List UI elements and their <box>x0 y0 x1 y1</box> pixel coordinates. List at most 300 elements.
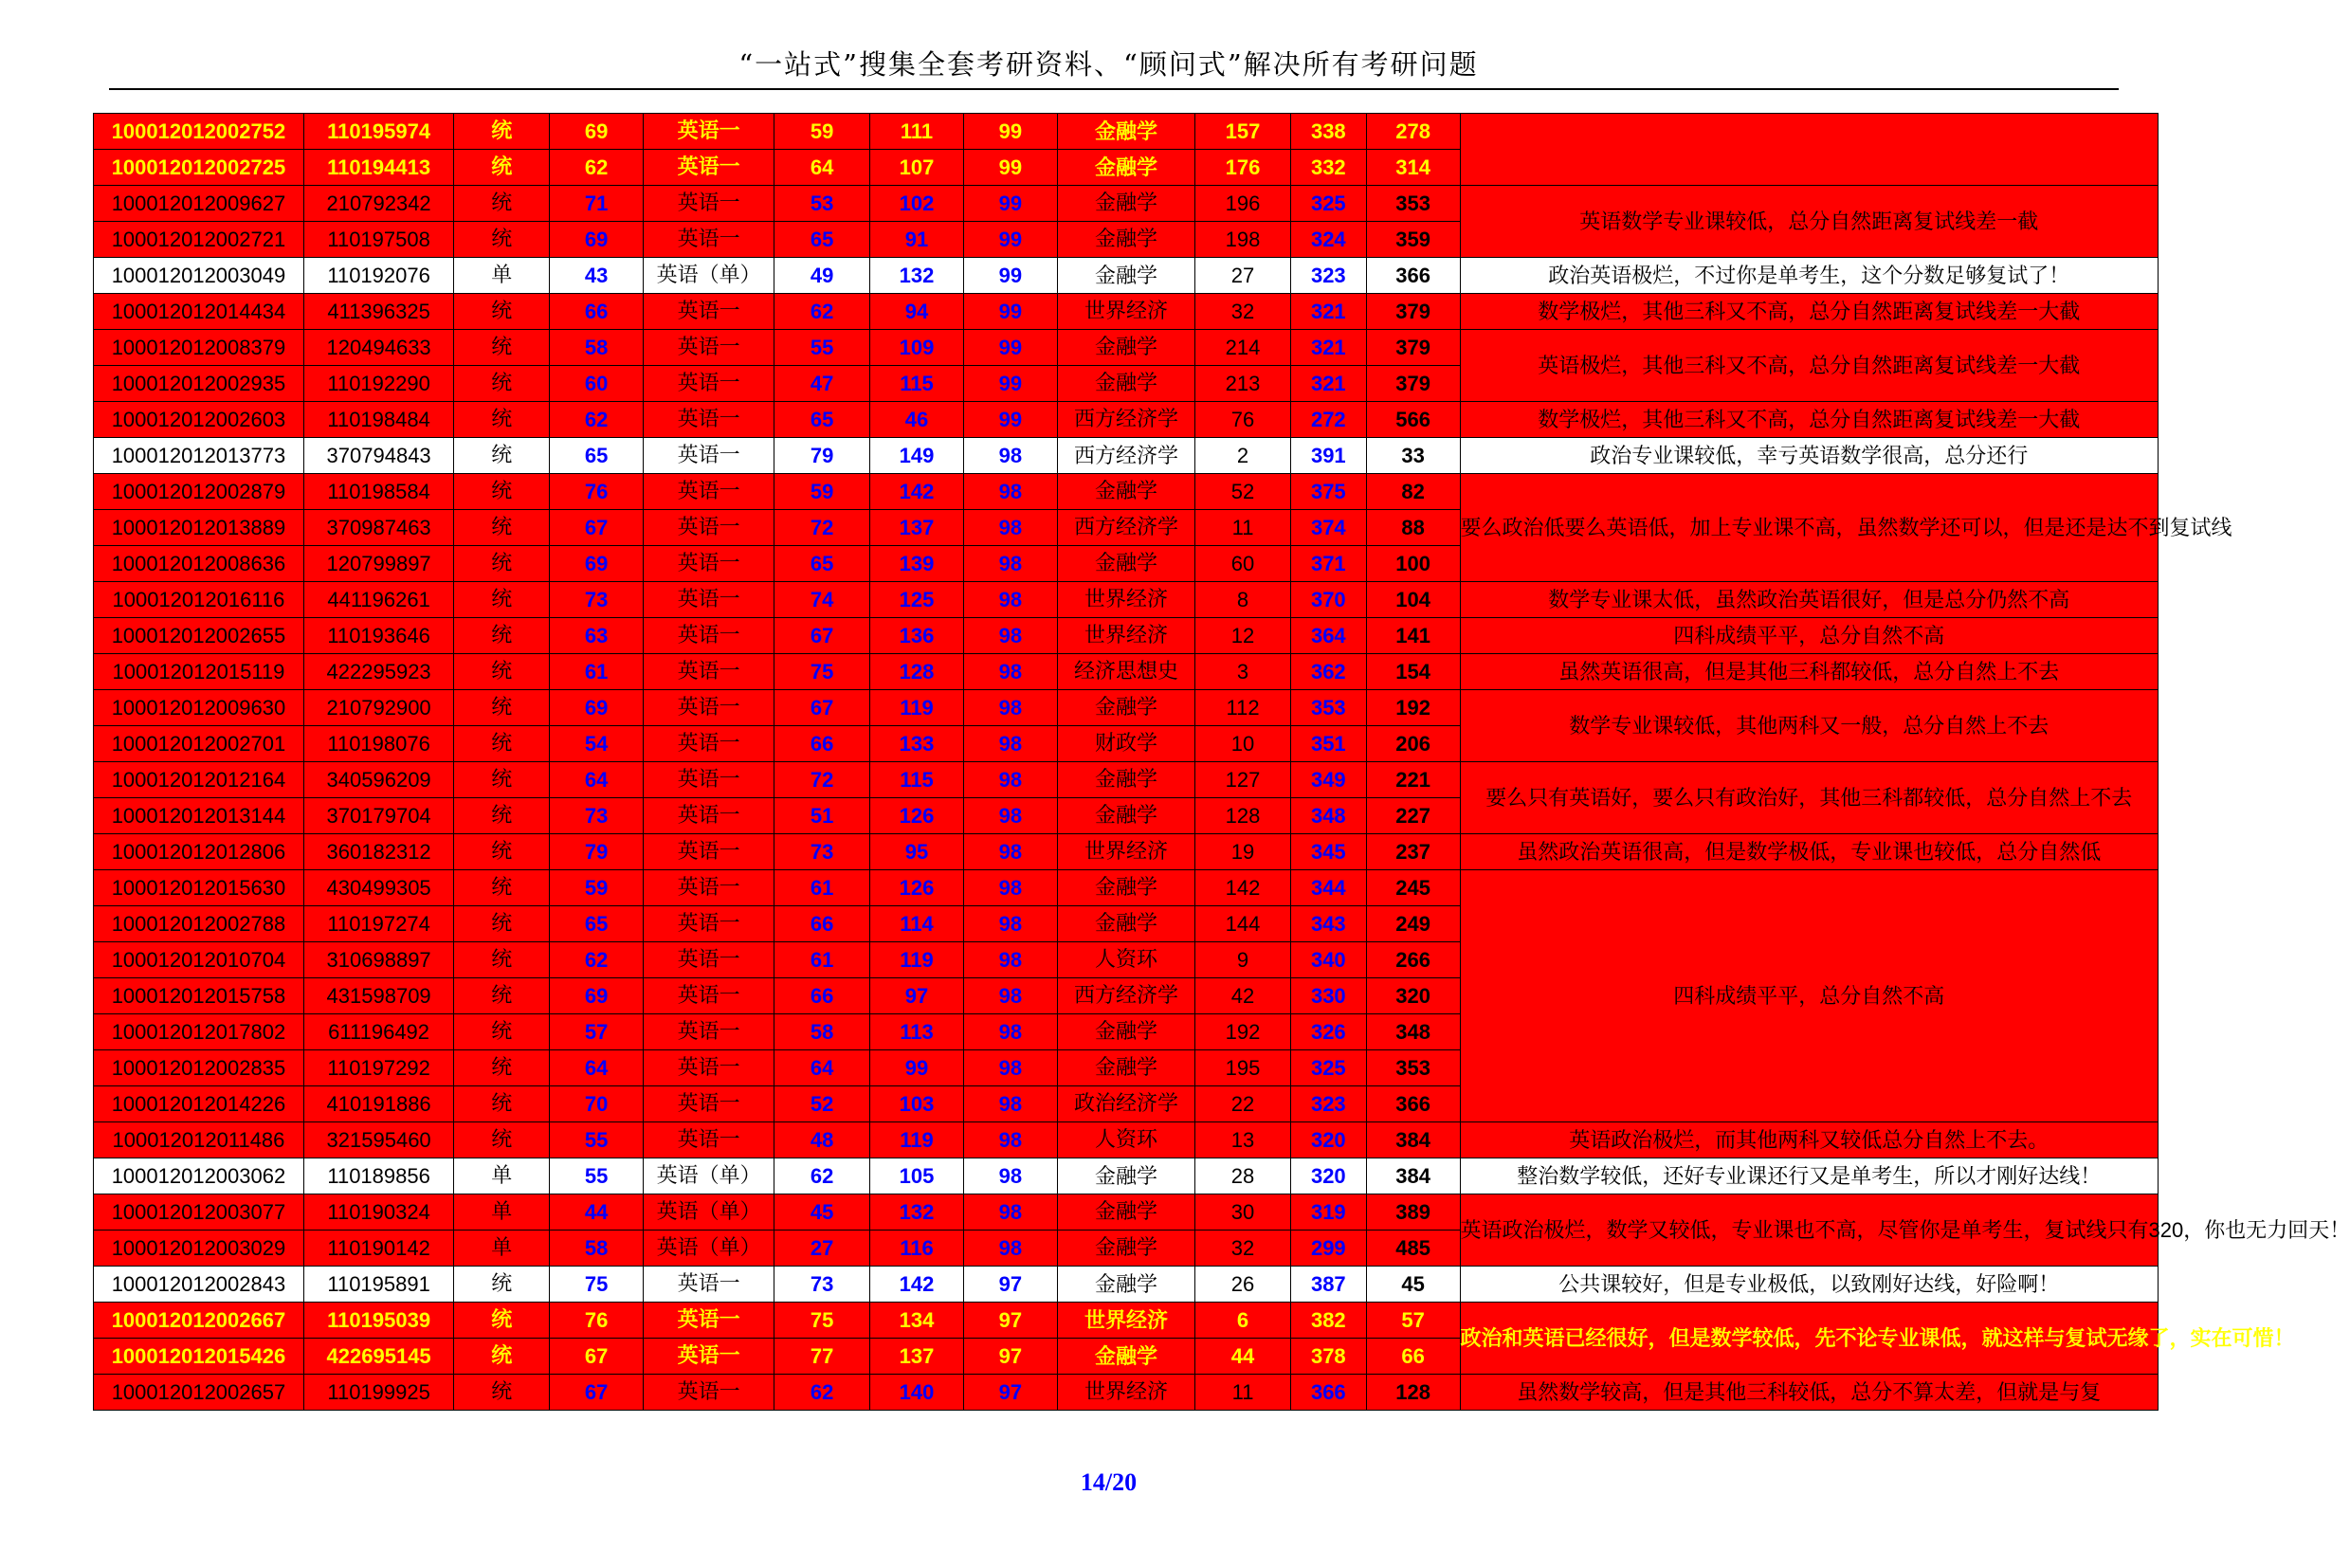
language-cell: 英语一 <box>644 762 774 798</box>
politics-score-cell: 57 <box>550 1014 644 1050</box>
major-cell: 金融学 <box>1057 1158 1194 1194</box>
english-score-cell: 73 <box>774 1267 870 1303</box>
id-cell: 100012012008636 <box>94 546 304 582</box>
language-cell: 英语一 <box>644 222 774 258</box>
english-score-cell: 64 <box>774 1050 870 1086</box>
exam-no-cell: 431598709 <box>303 978 453 1014</box>
rank-cell: 359 <box>1366 222 1460 258</box>
comment-cell: 数学专业课较低，其他两科又一般，总分自然上不去 <box>1460 690 2158 762</box>
major-score-cell: 112 <box>1195 690 1291 726</box>
total-score-cell: 332 <box>1290 150 1366 186</box>
code-cell: 99 <box>963 294 1057 330</box>
exam-no-cell: 110198484 <box>303 402 453 438</box>
exam-no-cell: 360182312 <box>303 834 453 870</box>
total-score-cell: 382 <box>1290 1303 1366 1339</box>
id-cell: 100012012002655 <box>94 618 304 654</box>
language-cell: 英语（单） <box>644 1158 774 1194</box>
exam-no-cell: 310698897 <box>303 942 453 978</box>
math-score-cell: 91 <box>870 222 964 258</box>
exam-no-cell: 411396325 <box>303 294 453 330</box>
english-score-cell: 67 <box>774 618 870 654</box>
table-row <box>94 870 2159 906</box>
major-score-cell: 42 <box>1195 978 1291 1014</box>
politics-score-cell: 62 <box>550 942 644 978</box>
code-cell: 98 <box>963 942 1057 978</box>
exam-no-cell: 422295923 <box>303 654 453 690</box>
comment-cell: 政治和英语已经很好，但是数学较低，先不论专业课低，就这样与复试无缘了，实在可惜！ <box>1460 1303 2158 1375</box>
language-cell: 英语一 <box>644 1122 774 1158</box>
math-score-cell: 125 <box>870 582 964 618</box>
major-score-cell: 157 <box>1195 114 1291 150</box>
math-score-cell: 149 <box>870 438 964 474</box>
type-cell: 统 <box>454 978 550 1014</box>
total-score-cell: 345 <box>1290 834 1366 870</box>
type-cell: 统 <box>454 1267 550 1303</box>
total-score-cell: 324 <box>1290 222 1366 258</box>
english-score-cell: 52 <box>774 1086 870 1122</box>
math-score-cell: 99 <box>870 1050 964 1086</box>
type-cell: 统 <box>454 906 550 942</box>
politics-score-cell: 59 <box>550 870 644 906</box>
table-row <box>94 114 2159 150</box>
code-cell: 98 <box>963 1050 1057 1086</box>
code-cell: 97 <box>963 1339 1057 1375</box>
math-score-cell: 128 <box>870 654 964 690</box>
exam-no-cell: 110195891 <box>303 1267 453 1303</box>
math-score-cell: 133 <box>870 726 964 762</box>
major-cell: 金融学 <box>1057 114 1194 150</box>
major-score-cell: 214 <box>1195 330 1291 366</box>
english-score-cell: 59 <box>774 474 870 510</box>
code-cell: 98 <box>963 1194 1057 1231</box>
language-cell: 英语一 <box>644 150 774 186</box>
id-cell: 100012012014226 <box>94 1086 304 1122</box>
major-cell: 金融学 <box>1057 798 1194 834</box>
language-cell: 英语一 <box>644 294 774 330</box>
type-cell: 统 <box>454 1122 550 1158</box>
type-cell: 统 <box>454 582 550 618</box>
english-score-cell: 66 <box>774 726 870 762</box>
major-score-cell: 128 <box>1195 798 1291 834</box>
comment-cell: 英语政治极烂，而其他两科又较低总分自然上不去。 <box>1460 1122 2158 1158</box>
rank-cell: 33 <box>1366 438 1460 474</box>
code-cell: 98 <box>963 978 1057 1014</box>
english-score-cell: 27 <box>774 1231 870 1267</box>
rank-cell: 100 <box>1366 546 1460 582</box>
rank-cell: 266 <box>1366 942 1460 978</box>
major-cell: 金融学 <box>1057 870 1194 906</box>
language-cell: 英语一 <box>644 1339 774 1375</box>
politics-score-cell: 64 <box>550 1050 644 1086</box>
code-cell: 98 <box>963 1122 1057 1158</box>
language-cell: 英语一 <box>644 1303 774 1339</box>
total-score-cell: 378 <box>1290 1339 1366 1375</box>
exam-no-cell: 210792900 <box>303 690 453 726</box>
comment-cell: 政治英语极烂，不过你是单考生，这个分数足够复试了！ <box>1460 258 2158 294</box>
major-cell: 金融学 <box>1057 258 1194 294</box>
id-cell: 100012012002835 <box>94 1050 304 1086</box>
table-row <box>94 618 2159 654</box>
english-score-cell: 65 <box>774 222 870 258</box>
major-score-cell: 198 <box>1195 222 1291 258</box>
table-row <box>94 582 2159 618</box>
politics-score-cell: 43 <box>550 258 644 294</box>
id-cell: 100012012012164 <box>94 762 304 798</box>
major-score-cell: 10 <box>1195 726 1291 762</box>
major-score-cell: 13 <box>1195 1122 1291 1158</box>
total-score-cell: 374 <box>1290 510 1366 546</box>
exam-no-cell: 110190142 <box>303 1231 453 1267</box>
politics-score-cell: 64 <box>550 762 644 798</box>
major-score-cell: 27 <box>1195 258 1291 294</box>
politics-score-cell: 67 <box>550 510 644 546</box>
code-cell: 98 <box>963 870 1057 906</box>
comment-cell: 四科成绩平平，总分自然不高 <box>1460 870 2158 1122</box>
major-cell: 金融学 <box>1057 690 1194 726</box>
total-score-cell: 320 <box>1290 1122 1366 1158</box>
total-score-cell: 323 <box>1290 1086 1366 1122</box>
rank-cell: 314 <box>1366 150 1460 186</box>
total-score-cell: 348 <box>1290 798 1366 834</box>
major-score-cell: 176 <box>1195 150 1291 186</box>
code-cell: 98 <box>963 690 1057 726</box>
rank-cell: 104 <box>1366 582 1460 618</box>
exam-no-cell: 370179704 <box>303 798 453 834</box>
id-cell: 100012012013889 <box>94 510 304 546</box>
rank-cell: 384 <box>1366 1122 1460 1158</box>
english-score-cell: 62 <box>774 1375 870 1411</box>
type-cell: 统 <box>454 510 550 546</box>
english-score-cell: 51 <box>774 798 870 834</box>
code-cell: 98 <box>963 726 1057 762</box>
politics-score-cell: 76 <box>550 474 644 510</box>
politics-score-cell: 65 <box>550 438 644 474</box>
table-row <box>94 294 2159 330</box>
language-cell: 英语一 <box>644 978 774 1014</box>
english-score-cell: 73 <box>774 834 870 870</box>
politics-score-cell: 71 <box>550 186 644 222</box>
total-score-cell: 364 <box>1290 618 1366 654</box>
code-cell: 99 <box>963 366 1057 402</box>
code-cell: 98 <box>963 510 1057 546</box>
total-score-cell: 370 <box>1290 582 1366 618</box>
table-row <box>94 1267 2159 1303</box>
id-cell: 100012012002721 <box>94 222 304 258</box>
comment-cell: 虽然数学较高，但是其他三科较低，总分不算太差，但就是与复 <box>1460 1375 2158 1411</box>
table-row <box>94 1122 2159 1158</box>
type-cell: 统 <box>454 402 550 438</box>
language-cell: 英语一 <box>644 618 774 654</box>
major-score-cell: 19 <box>1195 834 1291 870</box>
total-score-cell: 343 <box>1290 906 1366 942</box>
major-score-cell: 11 <box>1195 510 1291 546</box>
major-cell: 西方经济学 <box>1057 438 1194 474</box>
major-cell: 世界经济 <box>1057 618 1194 654</box>
exam-no-cell: 430499305 <box>303 870 453 906</box>
type-cell: 统 <box>454 1375 550 1411</box>
comment-cell: 数学极烂，其他三科又不高，总分自然距离复试线差一大截 <box>1460 294 2158 330</box>
language-cell: 英语一 <box>644 510 774 546</box>
comment-cell: 英语极烂，其他三科又不高，总分自然距离复试线差一大截 <box>1460 330 2158 402</box>
politics-score-cell: 58 <box>550 1231 644 1267</box>
rank-cell: 88 <box>1366 510 1460 546</box>
exam-no-cell: 611196492 <box>303 1014 453 1050</box>
english-score-cell: 64 <box>774 150 870 186</box>
english-score-cell: 58 <box>774 1014 870 1050</box>
type-cell: 单 <box>454 1231 550 1267</box>
politics-score-cell: 65 <box>550 906 644 942</box>
table-row <box>94 834 2159 870</box>
major-score-cell: 127 <box>1195 762 1291 798</box>
comment-cell: 英语数学专业课较低，总分自然距离复试线差一截 <box>1460 186 2158 258</box>
politics-score-cell: 79 <box>550 834 644 870</box>
politics-score-cell: 67 <box>550 1375 644 1411</box>
english-score-cell: 62 <box>774 294 870 330</box>
major-cell: 金融学 <box>1057 1050 1194 1086</box>
english-score-cell: 79 <box>774 438 870 474</box>
table-row <box>94 186 2159 222</box>
major-cell: 政治经济学 <box>1057 1086 1194 1122</box>
total-score-cell: 325 <box>1290 186 1366 222</box>
major-cell: 金融学 <box>1057 762 1194 798</box>
math-score-cell: 137 <box>870 510 964 546</box>
major-cell: 金融学 <box>1057 1231 1194 1267</box>
major-score-cell: 2 <box>1195 438 1291 474</box>
math-score-cell: 132 <box>870 258 964 294</box>
total-score-cell: 323 <box>1290 258 1366 294</box>
type-cell: 统 <box>454 1050 550 1086</box>
major-cell: 经济思想史 <box>1057 654 1194 690</box>
exam-no-cell: 110192290 <box>303 366 453 402</box>
comment-cell <box>1460 114 2158 186</box>
major-cell: 金融学 <box>1057 546 1194 582</box>
id-cell: 100012012002788 <box>94 906 304 942</box>
math-score-cell: 142 <box>870 1267 964 1303</box>
exam-no-cell: 110194413 <box>303 150 453 186</box>
type-cell: 统 <box>454 366 550 402</box>
id-cell: 100012012012806 <box>94 834 304 870</box>
page-number: 14/20 <box>1080 1468 1138 1496</box>
language-cell: 英语（单） <box>644 1231 774 1267</box>
code-cell: 98 <box>963 906 1057 942</box>
id-cell: 100012012002701 <box>94 726 304 762</box>
id-cell: 100012012011486 <box>94 1122 304 1158</box>
major-score-cell: 22 <box>1195 1086 1291 1122</box>
exam-no-cell: 422695145 <box>303 1339 453 1375</box>
comment-cell: 四科成绩平平，总分自然不高 <box>1460 618 2158 654</box>
language-cell: 英语一 <box>644 690 774 726</box>
major-score-cell: 30 <box>1195 1194 1291 1231</box>
rank-cell: 141 <box>1366 618 1460 654</box>
politics-score-cell: 61 <box>550 654 644 690</box>
language-cell: 英语一 <box>644 438 774 474</box>
math-score-cell: 142 <box>870 474 964 510</box>
id-cell: 100012012003049 <box>94 258 304 294</box>
rank-cell: 485 <box>1366 1231 1460 1267</box>
major-cell: 世界经济 <box>1057 1303 1194 1339</box>
math-score-cell: 102 <box>870 186 964 222</box>
politics-score-cell: 62 <box>550 402 644 438</box>
math-score-cell: 107 <box>870 150 964 186</box>
table-row <box>94 258 2159 294</box>
major-cell: 世界经济 <box>1057 1375 1194 1411</box>
major-cell: 金融学 <box>1057 150 1194 186</box>
exam-no-cell: 210792342 <box>303 186 453 222</box>
type-cell: 统 <box>454 690 550 726</box>
major-score-cell: 44 <box>1195 1339 1291 1375</box>
english-score-cell: 49 <box>774 258 870 294</box>
total-score-cell: 344 <box>1290 870 1366 906</box>
language-cell: 英语一 <box>644 330 774 366</box>
english-score-cell: 72 <box>774 762 870 798</box>
comment-cell: 要么只有英语好，要么只有政治好，其他三科都较低，总分自然上不去 <box>1460 762 2158 834</box>
code-cell: 98 <box>963 798 1057 834</box>
major-cell: 金融学 <box>1057 474 1194 510</box>
rank-cell: 45 <box>1366 1267 1460 1303</box>
exam-no-cell: 340596209 <box>303 762 453 798</box>
rank-cell: 192 <box>1366 690 1460 726</box>
language-cell: 英语一 <box>644 186 774 222</box>
total-score-cell: 353 <box>1290 690 1366 726</box>
english-score-cell: 59 <box>774 114 870 150</box>
exam-no-cell: 110197292 <box>303 1050 453 1086</box>
table-row <box>94 474 2159 510</box>
exam-no-cell: 110197274 <box>303 906 453 942</box>
english-score-cell: 62 <box>774 1158 870 1194</box>
code-cell: 99 <box>963 222 1057 258</box>
table-row <box>94 438 2159 474</box>
id-cell: 100012012003062 <box>94 1158 304 1194</box>
politics-score-cell: 73 <box>550 798 644 834</box>
major-score-cell: 9 <box>1195 942 1291 978</box>
math-score-cell: 116 <box>870 1231 964 1267</box>
table-row <box>94 1375 2159 1411</box>
major-cell: 金融学 <box>1057 1267 1194 1303</box>
major-score-cell: 28 <box>1195 1158 1291 1194</box>
politics-score-cell: 69 <box>550 114 644 150</box>
total-score-cell: 299 <box>1290 1231 1366 1267</box>
id-cell: 100012012002657 <box>94 1375 304 1411</box>
type-cell: 统 <box>454 834 550 870</box>
major-cell: 西方经济学 <box>1057 402 1194 438</box>
rank-cell: 320 <box>1366 978 1460 1014</box>
major-score-cell: 60 <box>1195 546 1291 582</box>
type-cell: 单 <box>454 1194 550 1231</box>
english-score-cell: 47 <box>774 366 870 402</box>
english-score-cell: 75 <box>774 1303 870 1339</box>
exam-no-cell: 110198076 <box>303 726 453 762</box>
exam-no-cell: 110199925 <box>303 1375 453 1411</box>
rank-cell: 206 <box>1366 726 1460 762</box>
id-cell: 100012012002879 <box>94 474 304 510</box>
rank-cell: 66 <box>1366 1339 1460 1375</box>
table-row <box>94 1194 2159 1231</box>
major-cell: 金融学 <box>1057 222 1194 258</box>
total-score-cell: 319 <box>1290 1194 1366 1231</box>
id-cell: 100012012002667 <box>94 1303 304 1339</box>
code-cell: 99 <box>963 186 1057 222</box>
english-score-cell: 67 <box>774 690 870 726</box>
total-score-cell: 330 <box>1290 978 1366 1014</box>
major-score-cell: 26 <box>1195 1267 1291 1303</box>
page-header: “一站式”搜集全套考研资料、“顾问式”解决所有考研问题 <box>738 48 1479 81</box>
code-cell: 98 <box>963 582 1057 618</box>
total-score-cell: 272 <box>1290 402 1366 438</box>
exam-no-cell: 110189856 <box>303 1158 453 1194</box>
math-score-cell: 137 <box>870 1339 964 1375</box>
total-score-cell: 351 <box>1290 726 1366 762</box>
table-row <box>94 402 2159 438</box>
language-cell: 英语一 <box>644 942 774 978</box>
total-score-cell: 371 <box>1290 546 1366 582</box>
language-cell: 英语一 <box>644 474 774 510</box>
rank-cell: 379 <box>1366 366 1460 402</box>
comment-cell: 虽然英语很高，但是其他三科都较低，总分自然上不去 <box>1460 654 2158 690</box>
english-score-cell: 77 <box>774 1339 870 1375</box>
politics-score-cell: 69 <box>550 546 644 582</box>
language-cell: 英语一 <box>644 114 774 150</box>
major-cell: 金融学 <box>1057 186 1194 222</box>
table-row <box>94 330 2159 366</box>
id-cell: 100012012016116 <box>94 582 304 618</box>
id-cell: 100012012008379 <box>94 330 304 366</box>
major-cell: 财政学 <box>1057 726 1194 762</box>
exam-no-cell: 110197508 <box>303 222 453 258</box>
type-cell: 统 <box>454 654 550 690</box>
math-score-cell: 119 <box>870 1122 964 1158</box>
politics-score-cell: 67 <box>550 1339 644 1375</box>
code-cell: 98 <box>963 1231 1057 1267</box>
math-score-cell: 46 <box>870 402 964 438</box>
politics-score-cell: 76 <box>550 1303 644 1339</box>
major-cell: 金融学 <box>1057 1194 1194 1231</box>
language-cell: 英语（单） <box>644 258 774 294</box>
type-cell: 统 <box>454 1014 550 1050</box>
total-score-cell: 321 <box>1290 366 1366 402</box>
type-cell: 统 <box>454 150 550 186</box>
politics-score-cell: 66 <box>550 294 644 330</box>
table-row <box>94 762 2159 798</box>
id-cell: 100012012015758 <box>94 978 304 1014</box>
table-row <box>94 690 2159 726</box>
id-cell: 100012012013144 <box>94 798 304 834</box>
total-score-cell: 325 <box>1290 1050 1366 1086</box>
english-score-cell: 45 <box>774 1194 870 1231</box>
id-cell: 100012012014434 <box>94 294 304 330</box>
code-cell: 97 <box>963 1375 1057 1411</box>
major-score-cell: 144 <box>1195 906 1291 942</box>
table-row <box>94 1303 2159 1339</box>
comment-cell: 虽然政治英语很高，但是数学极低，专业课也较低，总分自然低 <box>1460 834 2158 870</box>
rank-cell: 366 <box>1366 258 1460 294</box>
id-cell: 100012012009627 <box>94 186 304 222</box>
type-cell: 单 <box>454 1158 550 1194</box>
comment-cell: 整治数学较低，还好专业课还行又是单考生，所以才刚好达线！ <box>1460 1158 2158 1194</box>
english-score-cell: 66 <box>774 978 870 1014</box>
code-cell: 98 <box>963 762 1057 798</box>
code-cell: 97 <box>963 1267 1057 1303</box>
major-score-cell: 11 <box>1195 1375 1291 1411</box>
exam-no-cell: 110192076 <box>303 258 453 294</box>
exam-no-cell: 120799897 <box>303 546 453 582</box>
id-cell: 100012012002752 <box>94 114 304 150</box>
math-score-cell: 111 <box>870 114 964 150</box>
id-cell: 100012012009630 <box>94 690 304 726</box>
total-score-cell: 349 <box>1290 762 1366 798</box>
language-cell: 英语一 <box>644 546 774 582</box>
code-cell: 98 <box>963 618 1057 654</box>
id-cell: 100012012002603 <box>94 402 304 438</box>
